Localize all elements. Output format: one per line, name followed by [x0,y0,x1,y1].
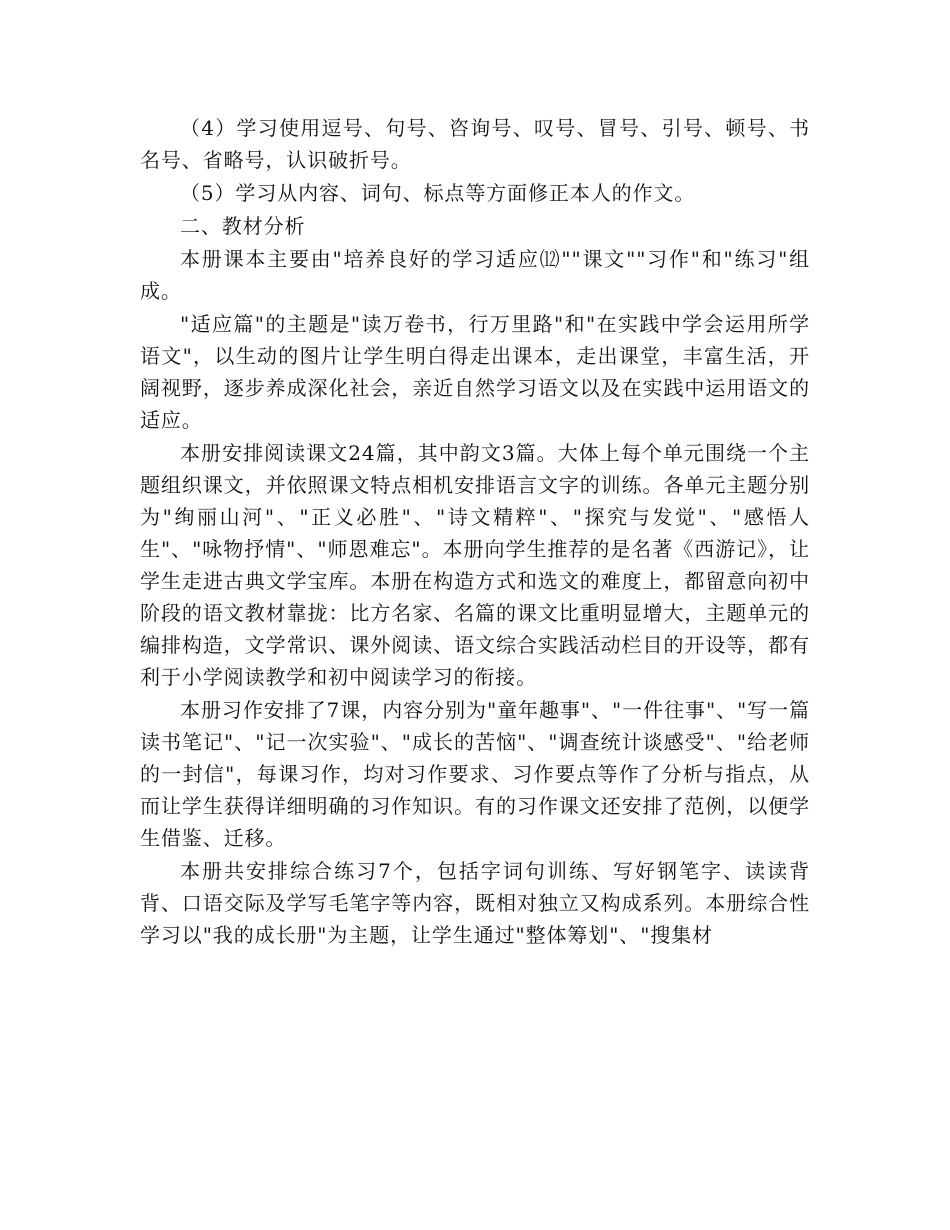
paragraph-writing: 本册习作安排了7课，内容分别为"童年趣事"、"一件往事"、"写一篇读书笔记"、"记一次实验"、"成长的苦恼"、"调查统计谈感受"、"给老师的一封信"，每课习作，均对习作要求、习作要点等作了分析与指点，从而让学生获得详细明确的习作知识。有的习作课文还安排了范例，以便学生借鉴、迁移。 [140,698,810,850]
paragraph-reading-texts: 本册安排阅读课文24篇，其中韵文3篇。大体上每个单元围绕一个主题组织课文，并依照课文特点相机安排语言文字的训练。各单元主题分别为"绚丽山河"、"正义必胜"、"诗文精粹"、"探究与发觉"、"感悟人生"、"咏物抒情"、"师恩难忘"。本册向学生推荐的是名著《西游记》，让学生走进古典文学宝库。本册在构造方式和选文的难度上，都留意向初中阶段的语文教材靠拢：比方名家、名篇的课文比重明显增大，主题单元的编排构造，文学常识、课外阅读、语文综合实践活动栏目的开设等，都有利于小学阅读教学和初中阅读学习的衔接。 [140,441,810,689]
paragraph-exercises: 本册共安排综合练习7个，包括字词句训练、写好钢笔字、读读背背、口语交际及学写毛笔字等内容，既相对独立又构成系列。本册综合性学习以"我的成长册"为主题，让学生通过"整体筹划"、"搜集材 [140,859,810,947]
section-heading: 二、教材分析 [180,214,306,238]
paragraph-habit-chapter: "适应篇"的主题是"读万卷书，行万里路"和"在实践中学会运用所学语文"，以生动的图片让学生明白得走出课本，走出课堂，丰富生活，开阔视野，逐步养成深化社会，亲近自然学习语文以及在实践中运用语文的适应。 [140,312,810,432]
document-page [140,112,810,952]
paragraph-composition: 本册课本主要由"培养良好的学习适应⑿""课文""习作"和"练习"组成。 [140,247,810,303]
paragraph-revision: （5）学习从内容、词句、标点等方面修正本人的作文。 [180,181,696,205]
paragraph-punctuation: （4）学习使用逗号、句号、咨询号、叹号、冒号、引号、顿号、书名号、省略号，认识破折号。 [140,116,810,172]
